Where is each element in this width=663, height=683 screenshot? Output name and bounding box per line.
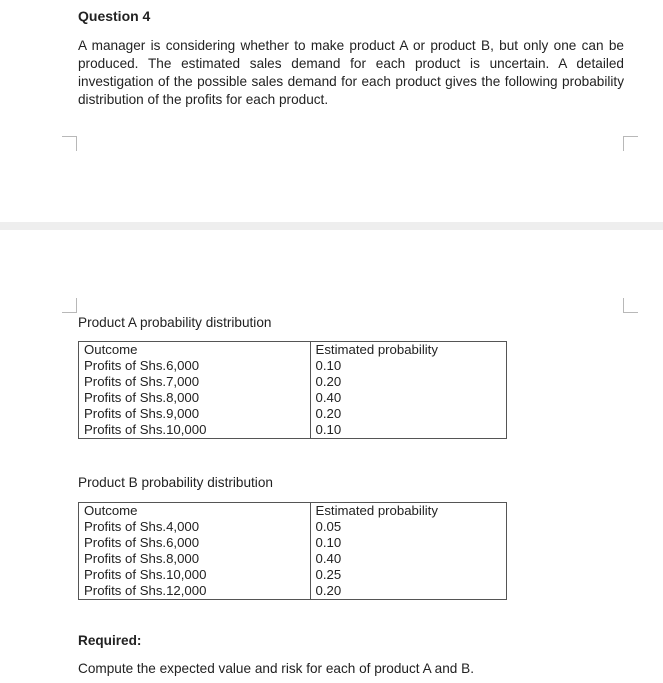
product-a-heading: Product A probability distribution [78,315,272,330]
page-top [0,0,663,222]
outcome-cell: Profits of Shs.4,000 [79,519,311,535]
probability-cell: 0.25 [310,567,506,583]
probability-cell: 0.40 [310,390,506,406]
outcome-cell: Profits of Shs.6,000 [79,535,311,551]
outcome-cell: Profits of Shs.12,000 [79,583,311,600]
margin-corner-bottom-right [623,298,638,313]
header-probability: Estimated probability [310,342,506,359]
outcome-cell: Profits of Shs.7,000 [79,374,311,390]
header-outcome: Outcome [79,503,311,520]
probability-cell: 0.10 [310,535,506,551]
header-probability: Estimated probability [310,503,506,520]
question-body: A manager is considering whether to make product A or product B, but only one can be produced. The estimated sales demand for each product is uncertain. A detailed investigation of the possible sales demand for each product gives the following probability distribution of the profits for each product. [78,38,624,107]
outcome-cell: Profits of Shs.10,000 [79,422,311,439]
header-outcome: Outcome [79,342,311,359]
outcome-cell: Profits of Shs.6,000 [79,358,311,374]
outcome-cell: Profits of Shs.8,000 [79,551,311,567]
margin-corner-top-right [623,136,638,151]
table-row [79,551,507,567]
probability-cell: 0.10 [310,358,506,374]
probability-cell: 0.20 [310,374,506,390]
probability-cell: 0.40 [310,551,506,567]
required-label: Required: [78,633,142,648]
product-b-heading: Product B probability distribution [78,475,273,490]
probability-cell: 0.20 [310,406,506,422]
table-row [79,567,507,583]
product-b-table [78,502,507,600]
page-break [0,222,663,230]
margin-corner-top-left [62,136,77,151]
table-row [79,535,507,551]
probability-cell: 0.05 [310,519,506,535]
table-row [79,374,507,390]
margin-corner-bottom-left [62,298,77,313]
product-a-table [78,341,507,439]
table-row [79,583,507,600]
table-header-row [79,342,507,359]
probability-cell: 0.10 [310,422,506,439]
outcome-cell: Profits of Shs.8,000 [79,390,311,406]
question-title: Question 4 [78,8,151,24]
table-row [79,390,507,406]
table-row [79,519,507,535]
table-row [79,358,507,374]
probability-cell: 0.20 [310,583,506,600]
required-text: Compute the expected value and risk for each of product A and B. [78,661,474,676]
table-row [79,406,507,422]
page-bottom [0,230,663,683]
outcome-cell: Profits of Shs.10,000 [79,567,311,583]
table-row [79,422,507,439]
outcome-cell: Profits of Shs.9,000 [79,406,311,422]
table-header-row [79,503,507,520]
